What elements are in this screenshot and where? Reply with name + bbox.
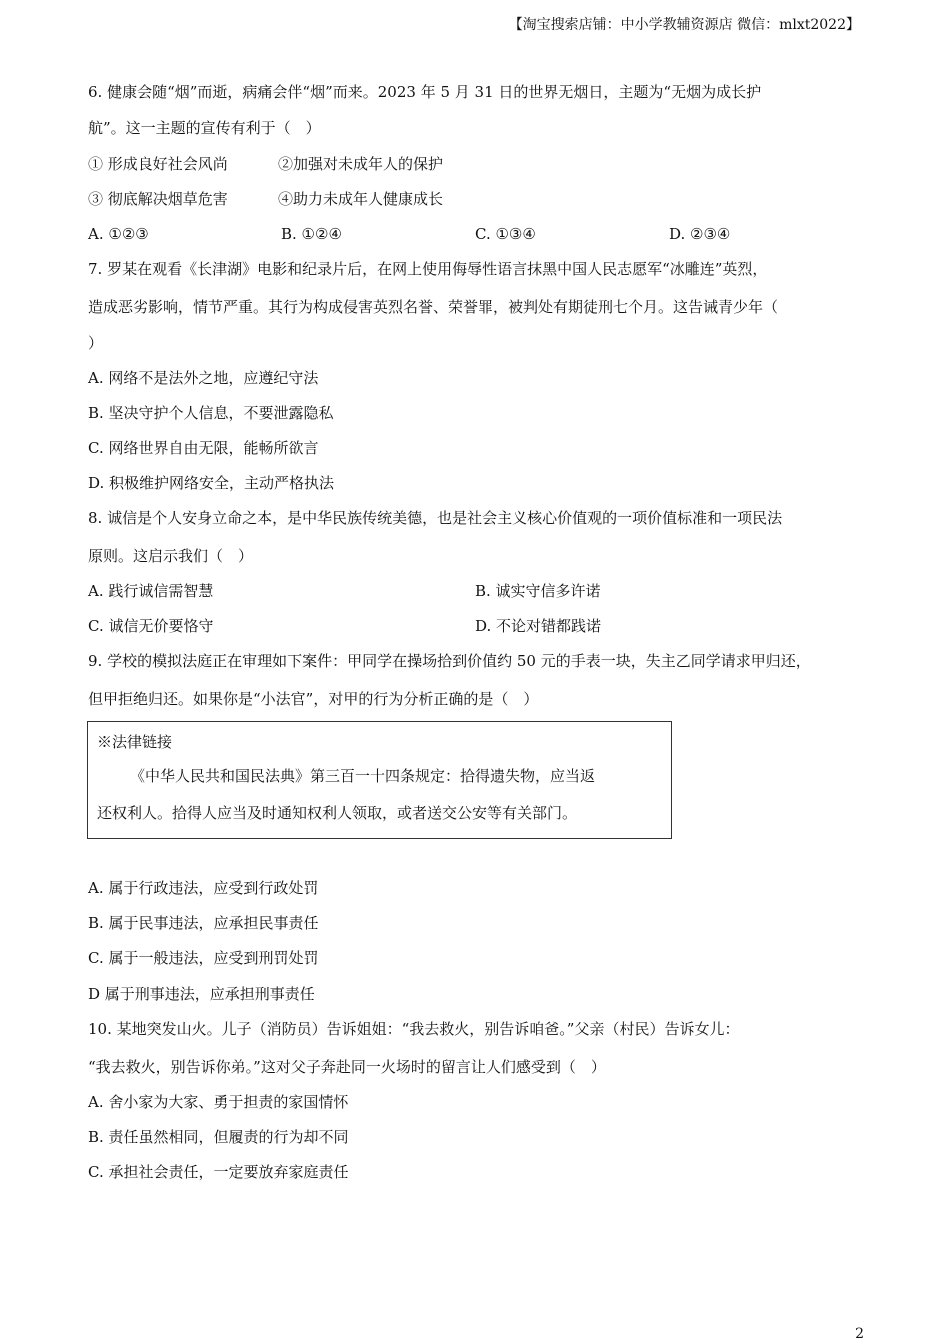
q7-option-d: D. 积极维护网络安全，主动严格执法 [88,474,335,492]
law-box-title: ※法律链接 [97,733,173,751]
q6-option-c: C. ①③④ [475,225,536,243]
q8-stem-line1: 8. 诚信是个人安身立命之本，是中华民族传统美德，也是社会主义核心价值观的一项价值标准和一项民法 [88,509,783,527]
q9-option-d: D 属于刑事违法，应承担刑事责任 [88,985,315,1003]
q6-statement-1: ① 形成良好社会风尚 [88,155,228,173]
page-number: 2 [855,1326,864,1342]
law-link-box [87,721,672,839]
q6-statement-4: ④助力未成年人健康成长 [278,190,444,208]
q6-stem-line2: 航”。这一主题的宣传有利于（ ） [88,119,321,137]
q9-option-a: A. 属于行政违法，应受到行政处罚 [88,879,319,897]
q7-stem-line3: ） [88,334,104,352]
q6-statement-2: ②加强对未成年人的保护 [278,155,444,173]
q8-option-d: D. 不论对错都践诺 [475,617,602,635]
law-box-line1: 《中华人民共和国民法典》第三百一十四条规定：拾得遗失物，应当返 [130,767,596,785]
q7-stem-line1: 7. 罗某在观看《长津湖》电影和纪录片后，在网上使用侮辱性语言抹黑中国人民志愿军“冰雕连”英烈， [88,260,768,278]
law-box-line2: 还权利人。拾得人应当及时通知权利人领取，或者送交公安等有关部门。 [97,804,578,822]
q7-option-a: A. 网络不是法外之地，应遵纪守法 [88,369,319,387]
q6-option-b: B. ①②④ [281,225,342,243]
q9-stem-line2: 但甲拒绝归还。如果你是“小法官”，对甲的行为分析正确的是（ ） [88,690,539,708]
q9-option-b: B. 属于民事违法，应承担民事责任 [88,914,319,932]
q7-option-b: B. 坚决守护个人信息，不要泄露隐私 [88,404,334,422]
q9-option-c: C. 属于一般违法，应受到刑罚处罚 [88,949,319,967]
page-header: 【淘宝搜索店铺：中小学教辅资源店 微信：mlxt2022】 [508,17,860,33]
q6-option-d: D. ②③④ [669,225,731,243]
q6-option-a: A. ①②③ [88,225,149,243]
q6-statement-3: ③ 彻底解决烟草危害 [88,190,228,208]
q8-option-b: B. 诚实守信多许诺 [475,582,601,600]
q10-option-c: C. 承担社会责任，一定要放弃家庭责任 [88,1163,349,1181]
q10-stem-line1: 10. 某地突发山火。儿子（消防员）告诉姐姐：“我去救火，别告诉咱爸。”父亲（村民）告诉女儿： [88,1020,740,1038]
q8-stem-line2: 原则。这启示我们（ ） [88,547,254,565]
q10-stem-line2: “我去救火，别告诉你弟。”这对父子奔赴同一火场时的留言让人们感受到（ ） [88,1058,606,1076]
q7-option-c: C. 网络世界自由无限，能畅所欲言 [88,439,319,457]
q8-option-c: C. 诚信无价要恪守 [88,617,214,635]
q8-option-a: A. 践行诚信需智慧 [88,582,214,600]
q6-stem-line1: 6. 健康会随“烟”而逝，病痛会伴“烟”而来。2023 年 5 月 31 日的世界无烟日，主题为“无烟为成长护 [88,83,762,101]
q7-stem-line2: 造成恶劣影响，情节严重。其行为构成侵害英烈名誉、荣誉罪，被判处有期徒刑七个月。这告诫青少年（ [88,298,779,316]
q9-stem-line1: 9. 学校的模拟法庭正在审理如下案件：甲同学在操场拾到价值约 50 元的手表一块，失主乙同学请求甲归还， [88,652,811,670]
q10-option-b: B. 责任虽然相同，但履责的行为却不同 [88,1128,349,1146]
q10-option-a: A. 舍小家为大家、勇于担责的家国情怀 [88,1093,349,1111]
